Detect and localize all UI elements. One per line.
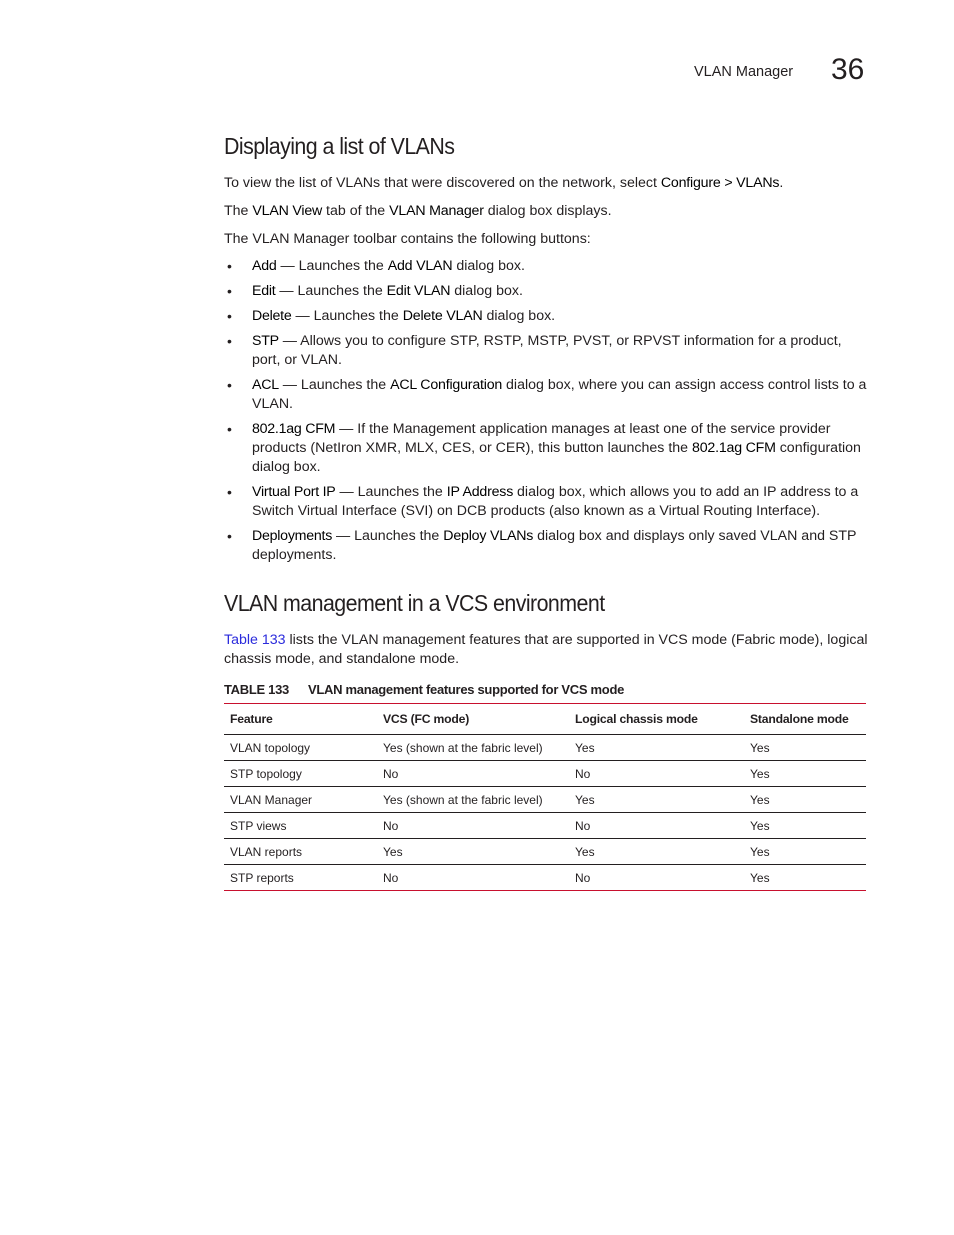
description-text: — If the Management application manages at least one of the service provider products (NetIron XMR, MLX, CES, or CER), this button launches the (252, 421, 831, 456)
button-name: STP (252, 333, 279, 349)
table-label: TABLE 133 (224, 682, 289, 697)
description-text: dialog box. (452, 258, 525, 274)
table-cell: VLAN reports (224, 839, 377, 865)
dialog-name: Edit VLAN (386, 283, 451, 299)
header-feature: Feature (224, 704, 377, 735)
table-cell: No (377, 865, 569, 891)
table-cell: No (377, 813, 569, 839)
toolbar-button-item (224, 332, 868, 370)
toolbar-paragraph: The VLAN Manager toolbar contains the following buttons: (224, 231, 591, 247)
dialog-name: IP Address (446, 484, 514, 500)
features-table (224, 703, 866, 891)
table-cell: Yes (744, 761, 866, 787)
table-cell: Yes (569, 787, 744, 813)
table-cell: VLAN topology (224, 735, 377, 761)
table-cell: Yes (569, 735, 744, 761)
bullet-icon: • (227, 308, 232, 324)
table-cell: No (569, 865, 744, 891)
toolbar-button-item (224, 483, 868, 521)
toolbar-buttons-list (224, 257, 868, 571)
toolbar-button-item (224, 282, 868, 301)
description-text: dialog box, which allows you to add an IP address to a Switch Virtual Interface (SVI) on DCB products (also known as a Virtual Routing Interface). (252, 484, 859, 519)
intro-paragraph (224, 174, 868, 193)
button-name: Virtual Port IP (252, 484, 336, 500)
description-text: dialog box, where you can assign access control lists to a VLAN. (252, 377, 867, 412)
text: dialog box displays. (483, 203, 612, 219)
description-text: dialog box. (482, 308, 556, 324)
dialog-name: Deploy VLANs (443, 528, 534, 544)
vcs-text: lists the VLAN management features that are supported in VCS mode (Fabric mode), logical chassis mode, and standalone mode. (224, 632, 868, 667)
dialog-name: Delete VLAN (402, 308, 483, 324)
table-link[interactable]: Table 133 (224, 632, 286, 648)
table-cell: Yes (569, 839, 744, 865)
table-cell: Yes (744, 787, 866, 813)
header-standalone-mode: Standalone mode (744, 704, 866, 735)
button-name: Deployments (252, 528, 333, 544)
chapter-number: 36 (831, 53, 865, 86)
button-name: Delete (252, 308, 292, 324)
toolbar-button-item (224, 376, 868, 414)
table-cell: Yes (744, 865, 866, 891)
vcs-paragraph (224, 631, 868, 669)
bullet-icon: • (227, 333, 232, 349)
toolbar-button-item (224, 257, 868, 276)
table-cell: No (569, 813, 744, 839)
button-name: Edit (252, 283, 276, 299)
bullet-icon: • (227, 283, 232, 299)
table-cell: Yes (744, 735, 866, 761)
table-cell: Yes (744, 839, 866, 865)
chapter-title: VLAN Manager (694, 64, 794, 80)
header-logical-chassis-mode: Logical chassis mode (569, 704, 744, 735)
table-cell: No (377, 761, 569, 787)
dialog-name: VLAN Manager (389, 203, 484, 219)
description-text: — Launches the (278, 377, 391, 393)
button-name: Add (252, 258, 277, 274)
toolbar-button-item (224, 527, 868, 565)
section-heading-displaying-vlans: Displaying a list of VLANs (224, 133, 455, 159)
dialog-name: 802.1ag CFM (692, 440, 776, 456)
table-cell: VLAN Manager (224, 787, 377, 813)
description-text: — Launches the (276, 258, 388, 274)
bullet-icon: • (227, 258, 232, 274)
intro-text-end: . (779, 175, 784, 191)
bullet-icon: • (227, 484, 232, 500)
bullet-icon: • (227, 377, 232, 393)
text: tab of the (322, 203, 390, 219)
dialog-name: Add VLAN (387, 258, 453, 274)
description-text: dialog box and displays only saved VLAN and STP deployments. (252, 528, 857, 563)
description-text: — Launches the (335, 484, 447, 500)
table-cell: No (569, 761, 744, 787)
vlan-view-paragraph (224, 202, 868, 221)
description-text: — Launches the (291, 308, 403, 324)
toolbar-button-item (224, 420, 868, 477)
description-text: — Launches the (332, 528, 444, 544)
table-cell: Yes (377, 839, 569, 865)
text: The (224, 203, 253, 219)
table-caption (224, 682, 624, 697)
description-text: — Launches the (275, 283, 387, 299)
table-row (224, 839, 866, 865)
description-text: configuration dialog box. (252, 440, 861, 475)
table-row (224, 735, 866, 761)
section-heading-vcs: VLAN management in a VCS environment (224, 590, 605, 616)
header-vcs-fc-mode: VCS (FC mode) (377, 704, 569, 735)
table-row (224, 761, 866, 787)
table-row (224, 865, 866, 891)
bullet-icon: • (227, 528, 232, 544)
intro-text: To view the list of VLANs that were discovered on the network, select (224, 175, 661, 191)
table-cell: STP topology (224, 761, 377, 787)
table-cell: STP reports (224, 865, 377, 891)
button-name: ACL (252, 377, 279, 393)
table-title: VLAN management features supported for VCS mode (308, 682, 625, 697)
table-row (224, 787, 866, 813)
table-row (224, 813, 866, 839)
table-cell: STP views (224, 813, 377, 839)
table-header-row (224, 704, 866, 735)
tab-name: VLAN View (252, 203, 323, 219)
menu-path: Configure > VLANs (660, 175, 780, 191)
toolbar-button-item (224, 307, 868, 326)
description-text: dialog box. (450, 283, 523, 299)
bullet-icon: • (227, 421, 232, 437)
description-text: — Allows you to configure STP, RSTP, MSTP, PVST, or RPVST information for a product, port, or VLAN. (252, 333, 842, 368)
button-name: 802.1ag CFM (252, 421, 336, 437)
table-cell: Yes (shown at the fabric level) (377, 735, 569, 761)
dialog-name: ACL Configuration (390, 377, 503, 393)
table-cell: Yes (744, 813, 866, 839)
table-cell: Yes (shown at the fabric level) (377, 787, 569, 813)
